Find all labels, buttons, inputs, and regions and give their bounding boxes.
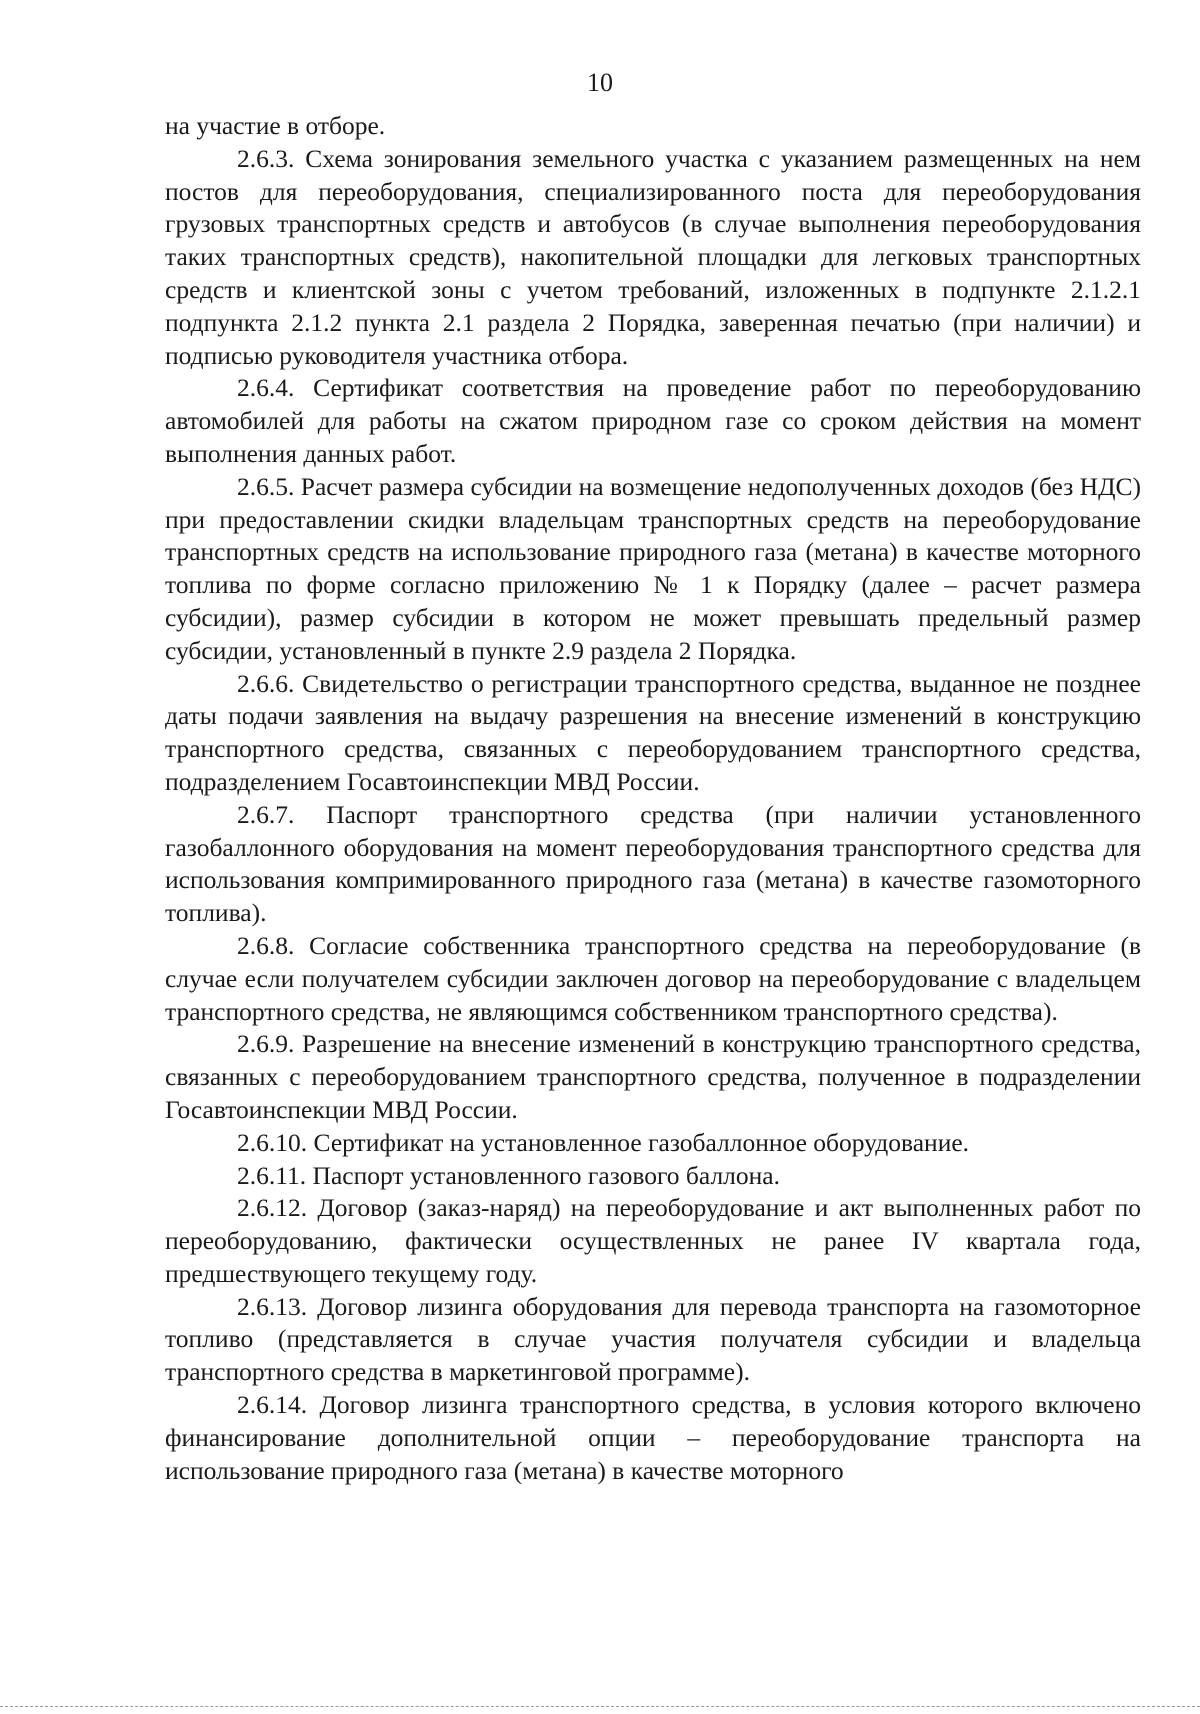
paragraph-2-6-8: 2.6.8. Согласие собственника транспортного средства на переоборудование (в случае если получателем субсидии заключен договор на переоборудование с владельцем транспортного средства, не являющимся собственником транспортного средства). xyxy=(165,930,1141,1026)
page-number: 10 xyxy=(587,68,613,97)
paragraph-2-6-5: 2.6.5. Расчет размера субсидии на возмещение недополученных доходов (без НДС) при предоставлении скидки владельцам транспортных средств на переоборудование транспортных средств на использование природного газа (метана) в качестве моторного топлива по форме согласно приложению № 1 к Порядку (далее – расчет размера субсидии), размер субсидии в котором не может превышать предельный размер субсидии, установленный в пункте 2.9 раздела 2 Порядка. xyxy=(165,471,1141,665)
paragraph-2-6-14: 2.6.14. Договор лизинга транспортного средства, в условия которого включено финансирование дополнительной опции – переоборудование транспорта на использование природного газа (метана) в качестве моторного xyxy=(165,1390,1141,1485)
scan-bottom-edge xyxy=(0,1706,1200,1707)
paragraph-2-6-7: 2.6.7. Паспорт транспортного средства (при наличии установленного газобаллонного оборудования на момент переоборудования транспортного средства для использования компримированного природного газа (метана) в качестве газомоторного топлива). xyxy=(165,799,1141,928)
paragraph-2-6-13: 2.6.13. Договор лизинга оборудования для перевода транспорта на газомоторное топливо (представляется в случае участия получателя субсидии и владельца транспортного средства в маркетинговой программе). xyxy=(165,1291,1141,1387)
paragraph-2-6-4: 2.6.4. Сертификат соответствия на проведение работ по переоборудованию автомобилей для работы на сжатом природном газе со сроком действия на момент выполнения данных работ. xyxy=(165,373,1141,468)
paragraph-2-6-10: 2.6.10. Сертификат на установленное газобаллонное оборудование. xyxy=(237,1127,970,1157)
paragraph-2-6-3: 2.6.3. Схема зонирования земельного участка с указанием размещенных на нем постов для переоборудования, специализированного поста для переоборудования грузовых транспортных средств и автобусов (в случае выполнения переоборудования таких транспортных средств), накопительной площадки для легковых транспортных средств и клиентской зоны с учетом требований, изложенных в подпункте 2.1.2.1 подпункта 2.1.2 пункта 2.1 раздела 2 Порядка, заверенная печатью (при наличии) и подписью руководителя участника отбора. xyxy=(165,143,1141,370)
paragraph-2-6-12: 2.6.12. Договор (заказ-наряд) на переоборудование и акт выполненных работ по переоборудованию, фактически осуществленных не ранее IV квартала года, предшествующего текущему году. xyxy=(165,1193,1141,1288)
document-body xyxy=(165,110,1141,1487)
paragraph-2-6-6: 2.6.6. Свидетельство о регистрации транспортного средства, выданное не позднее даты подачи заявления на выдачу разрешения на внесение изменений в конструкцию транспортного средства, связанных с переоборудованием транспортного средства, подразделением Госавтоинспекции МВД России. xyxy=(165,668,1141,796)
paragraph-continuation: на участие в отборе. xyxy=(165,111,386,140)
paragraph-2-6-9: 2.6.9. Разрешение на внесение изменений в конструкцию транспортного средства, связанных с переоборудованием транспортного средства, полученное в подразделении Госавтоинспекции МВД России. xyxy=(165,1029,1141,1124)
paragraph-2-6-11: 2.6.11. Паспорт установленного газового баллона. xyxy=(237,1160,780,1190)
